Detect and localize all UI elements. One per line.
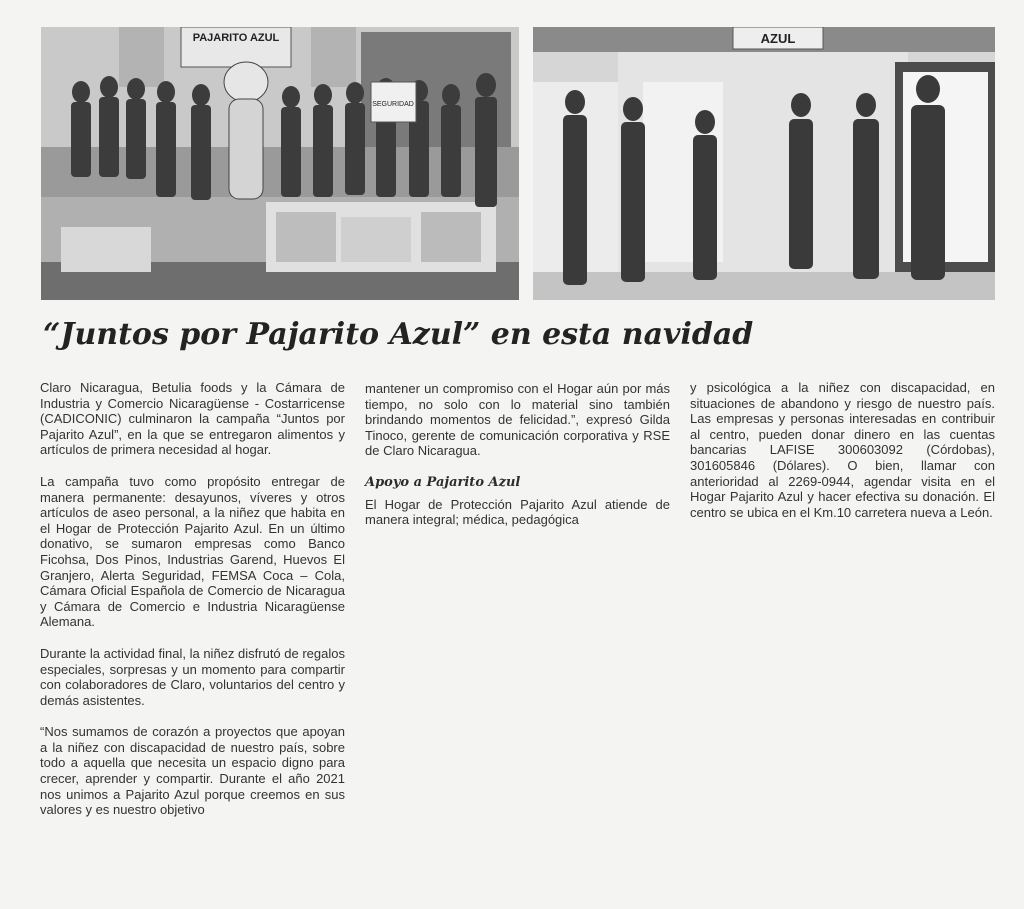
article-paragraph: La campaña tuvo como propósito entregar de manera permanente: desayunos, víveres y otros artículos de aseo personal, a la niñez que habita en el Hogar de Protección Pajarito Azul. En un último donativo, se sumaron empresas como Banco Ficohsa, Dos Pinos, Industrias Garend, Huevos El Granjero, Alerta Seguridad, FEMSA Coca – Cola, Cámara Oficial Española de Comercio de Nicaragua y Cámara de Comercio e Industria Nicaragüense Alemana.	[40, 473, 345, 630]
photo-group-representatives	[533, 27, 995, 300]
photo-group-donation-image	[41, 27, 519, 300]
banner-text: PAJARITO AZUL	[192, 32, 280, 44]
article-paragraph: Durante la actividad final, la niñez disfrutó de regalos especiales, sorpresas y un momento para compartir con colaboradores de Claro, voluntarios del centro y demás asistentes.	[40, 645, 345, 708]
sign-text: SEGURIDAD	[372, 101, 414, 108]
article-paragraph: “Nos sumamos de corazón a proyectos que apoyan a la niñez con discapacidad de nuestro país, sobre todo a aquella que necesita un espacio digno para crecer, aprender y compartir. Durante el año 2021 nos unimos a Pajarito Azul porque creemos en sus valores y es nuestro objetivo	[40, 724, 345, 818]
article-subheading: Apoyo a Pajarito Azul	[365, 474, 521, 490]
photo-group-donation	[41, 27, 519, 300]
article-column-1	[40, 380, 345, 834]
article-column-2	[365, 381, 670, 544]
banner-text: AZUL	[760, 31, 796, 46]
article-paragraph: y psicológica a la niñez con discapacidad, en situaciones de abandono y riesgo de nuestro país. Las empresas y personas interesadas en contribuir al centro, pueden donar dinero en las cuentas bancarias LAFISE 300603092 (Córdobas), 301605846 (Dólares). O bien, llamar con anterioridad al 2269-0944, agendar visita en el Hogar Pajarito Azul y hacer efectiva su donación. El centro se ubica en el Km.10 carretera nueva a León.	[690, 380, 995, 520]
article-paragraph: El Hogar de Protección Pajarito Azul atiende de manera integral; médica, pedagógica	[365, 496, 670, 528]
photo-group-representatives-image	[533, 27, 995, 300]
article-paragraph: mantener un compromiso con el Hogar aún por más tiempo, no solo con lo material sino también brindando momentos de felicidad.”, expresó Gilda Tinoco, gerente de comunicación corporativa y RSE de Claro Nicaragua.	[365, 381, 670, 459]
article-headline: “Juntos por Pajarito Azul” en esta navidad	[43, 317, 754, 352]
article-column-3	[690, 380, 995, 536]
article-paragraph: Claro Nicaragua, Betulia foods y la Cámara de Industria y Comercio Nicaragüense - Costarricense (CADICONIC) culminaron la campaña “Juntos por Pajarito Azul”, en la que se entregaron alimentos y artículos de primera necesidad al hogar.	[40, 380, 345, 458]
